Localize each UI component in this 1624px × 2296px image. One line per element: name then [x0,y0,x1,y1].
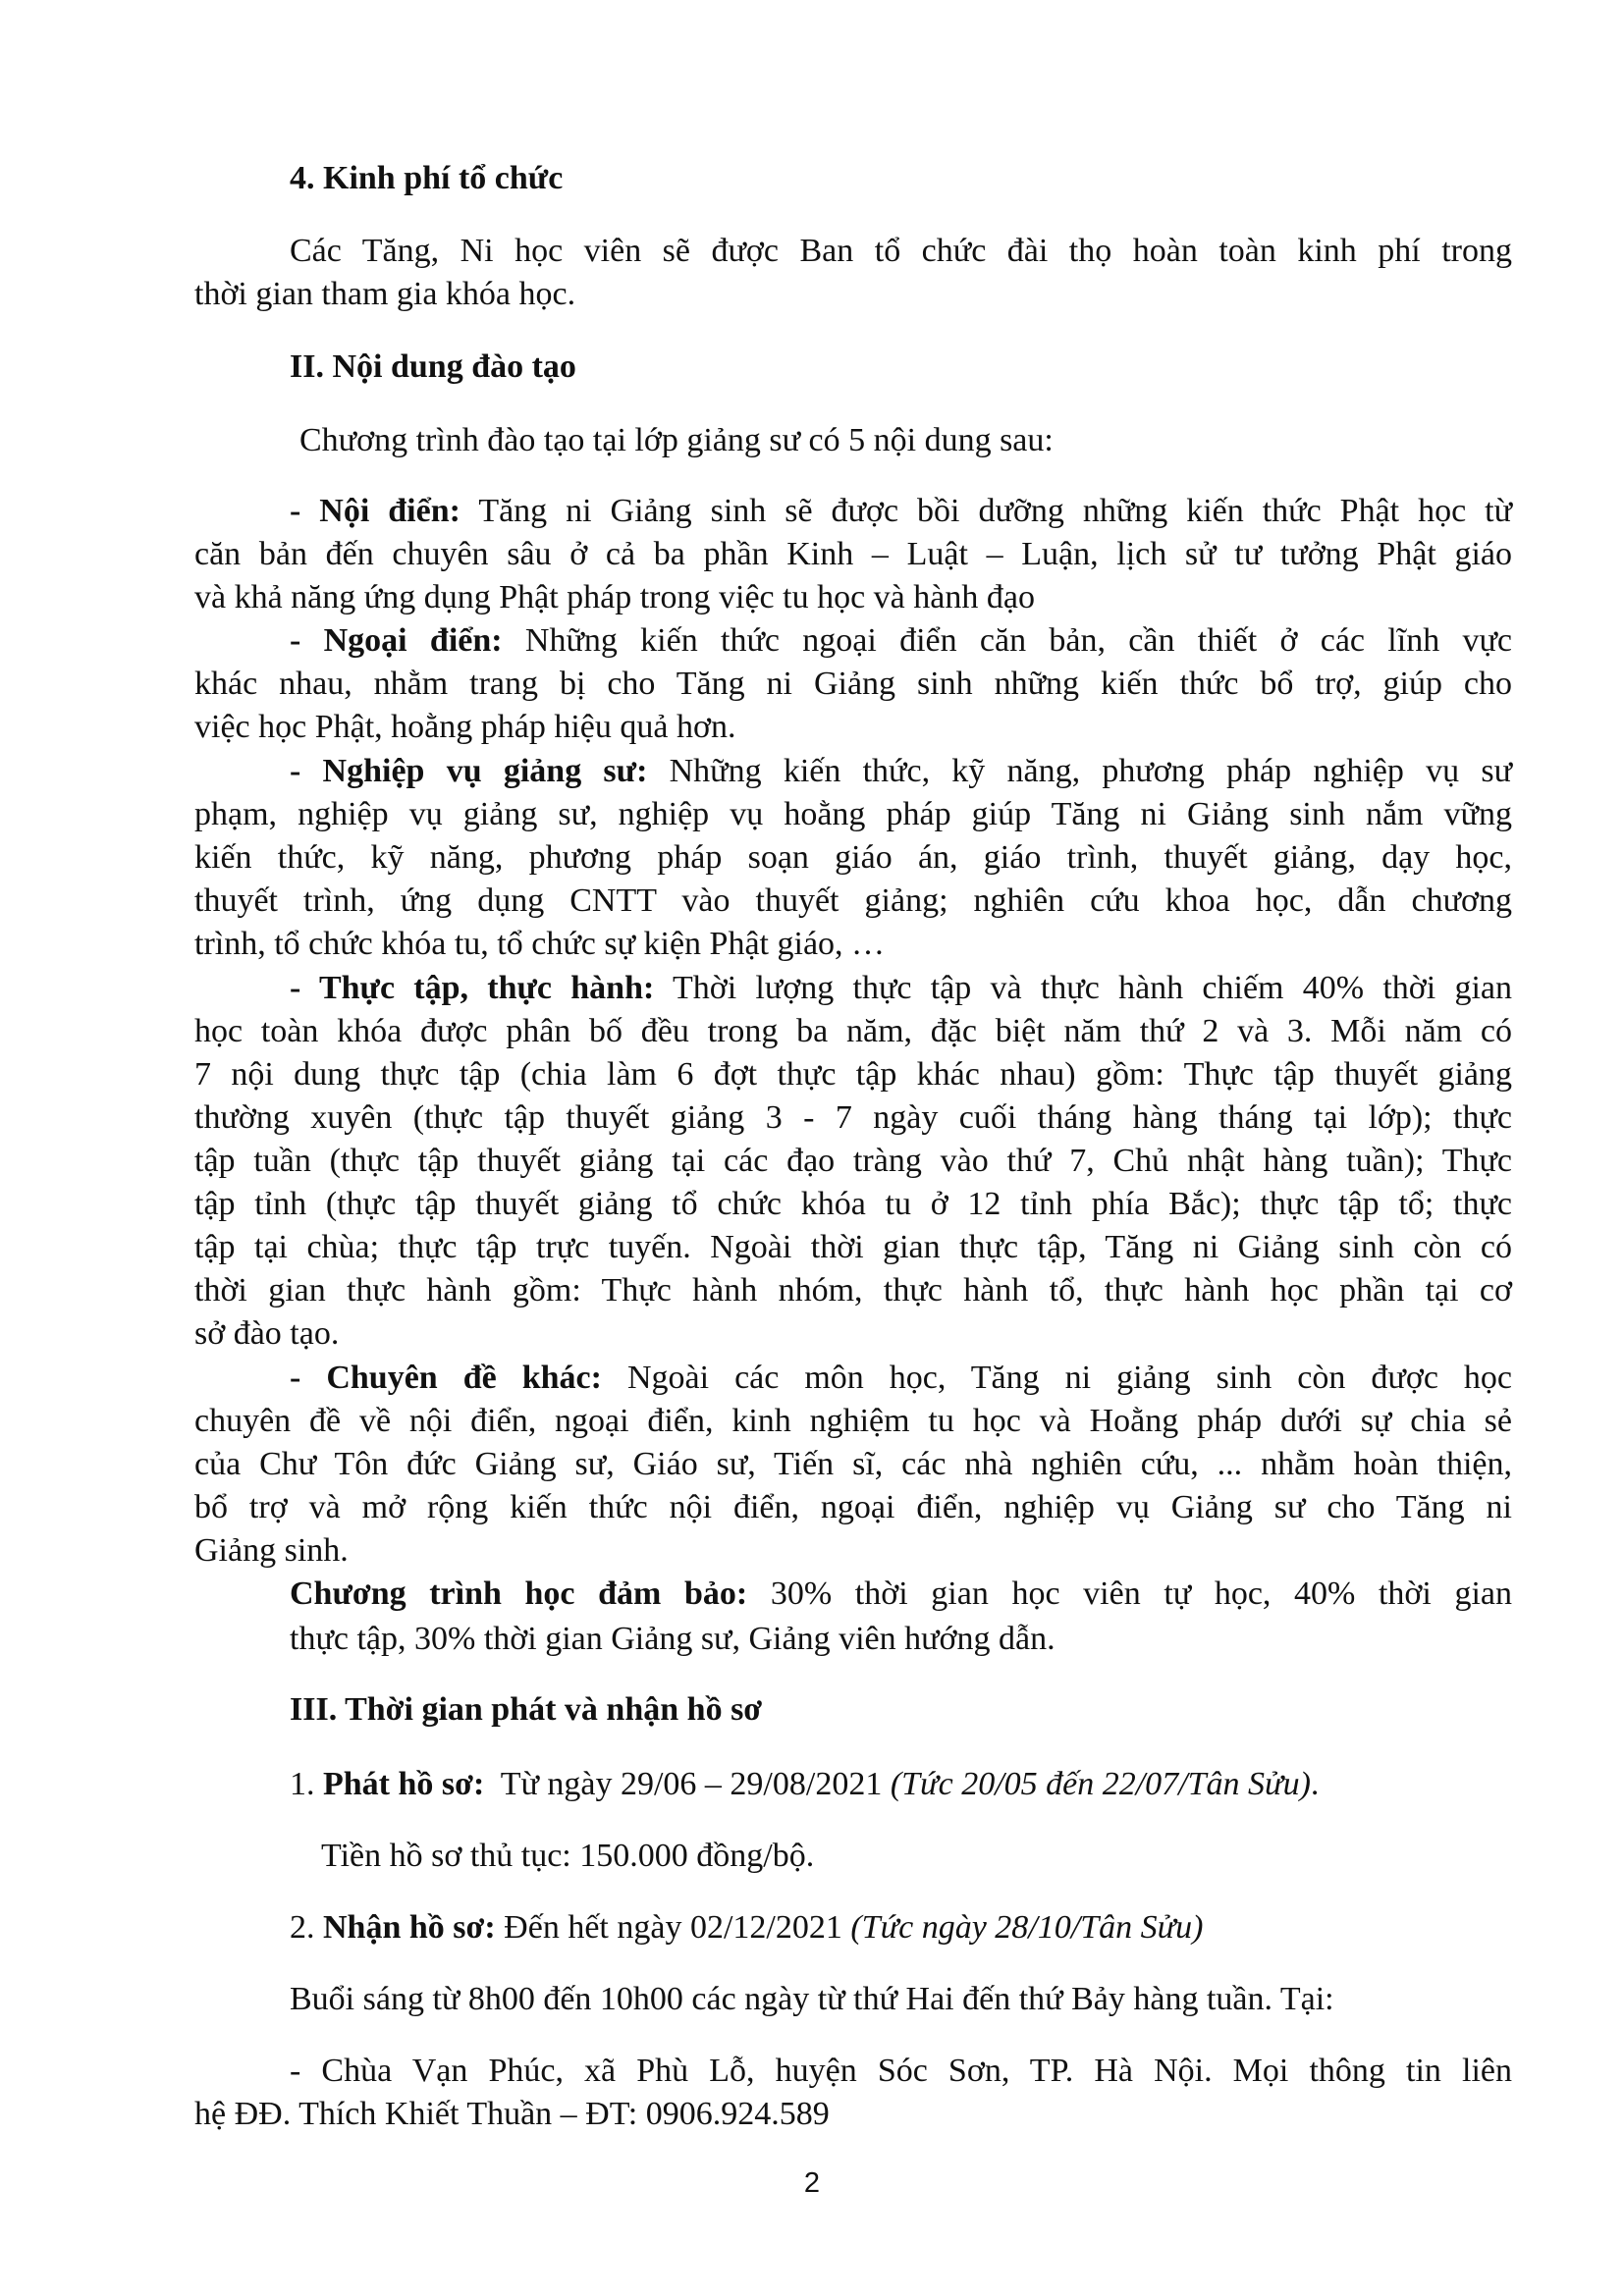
receive-lunar-date: (Tức ngày 28/10/Tân Sửu) [850,1909,1204,1946]
issue-end: . [1310,1766,1320,1802]
item-noi-dien-line: căn bản đến chuyên sâu ở cả ba phần Kinh – Luật – Luận, lịch sử tư tưởng Phật giáo [194,536,1512,572]
item-text: Những kiến thức, kỹ năng, phương pháp nghiệp vụ sư [669,753,1512,789]
item-label: - Nghiệp vụ giảng sư: [290,753,648,789]
receive-date: Đến hết ngày 02/12/2021 [504,1909,842,1946]
section-4-heading: 4. Kinh phí tổ chức [290,160,564,196]
guarantee-first-line [290,1573,1512,1616]
item-noi-dien-line: và khả năng ứng dụng Phật pháp trong việc tu học và hành đạo [194,579,1035,615]
item-text: Tăng ni Giảng sinh sẽ được bồi dưỡng những kiến thức Phật học từ [478,493,1513,529]
receive-number: 2. [290,1909,315,1946]
item-text: Thời lượng thực tập và thực hành chiếm 40% thời gian [672,970,1512,1006]
item-text: Ngoài các môn học, Tăng ni giảng sinh còn được học [626,1360,1512,1396]
guarantee-text: 30% thời gian học viên tự học, 40% thời gian [770,1575,1512,1612]
item-nghiep-vu-line: trình, tổ chức khóa tu, tổ chức sự kiện Phật giáo, … [194,926,886,962]
issue-label: Phát hồ sơ: [323,1766,485,1802]
receive-label: Nhận hồ sơ: [323,1909,496,1946]
item-text: Những kiến thức ngoại điển căn bản, cần thiết ở các lĩnh vực [524,622,1513,659]
item-thuc-tap-first-line [290,967,1512,1010]
item-chuyen-de-first-line [290,1357,1512,1400]
item-thuc-tap-line: học toàn khóa được phân bố đều trong ba năm, đặc biệt năm thứ 2 và 3. Mỗi năm có [194,1013,1512,1049]
item-chuyen-de-line: chuyên đề về nội điển, ngoại điển, kinh nghiệm tu học và Hoằng pháp dưới sự chia sẻ [194,1403,1512,1439]
hours-line: Buổi sáng từ 8h00 đến 10h00 các ngày từ thứ Hai đến thứ Bảy hàng tuần. Tại: [290,1981,1334,2017]
issue-dates: Từ ngày 29/06 – 29/08/2021 [500,1766,883,1802]
item-nghiep-vu-line: thuyết trình, ứng dụng CNTT vào thuyết giảng; nghiên cứu khoa học, dẫn chương [194,882,1512,919]
item-thuc-tap-line: thời gian thực hành gồm: Thực hành nhóm, thực hành tổ, thực hành học phần tại cơ [194,1272,1512,1308]
item-thuc-tap-line: sở đào tạo. [194,1315,340,1352]
guarantee-label: Chương trình học đảm bảo: [290,1575,748,1612]
item-nghiep-vu-line: kiến thức, kỹ năng, phương pháp soạn giáo án, giáo trình, thuyết giảng, dạy học, [194,839,1512,876]
page-number: 2 [803,2167,821,2199]
item-thuc-tap-line: tập tại chùa; thực tập trực tuyến. Ngoài thời gian thực tập, Tăng ni Giảng sinh còn có [194,1229,1512,1265]
item-thuc-tap-line: tập tỉnh (thực tập thuyết giảng tổ chức khóa tu ở 12 tỉnh phía Bắc); thực tập tổ; thực [194,1186,1512,1222]
item-nghiep-vu-first-line [290,750,1512,793]
item-label: - Thực tập, thực hành: [290,970,655,1006]
item-label: - Nội điển: [290,493,460,529]
item-ngoai-dien-line: việc học Phật, hoằng pháp hiệu quả hơn. [194,709,736,745]
item-chuyen-de-line: của Chư Tôn đức Giảng sư, Giáo sư, Tiến sĩ, các nhà nghiên cứu, ... nhằm hoàn thiện, [194,1446,1512,1482]
item-thuc-tap-line: 7 nội dung thực tập (chia làm 6 đợt thực tập khác nhau) gồm: Thực tập thuyết giảng [194,1056,1512,1093]
issue-number: 1. [290,1766,315,1802]
section-ii-intro: Chương trình đào tạo tại lớp giảng sư có 5 nội dung sau: [299,422,1054,458]
receive-line [290,1906,1203,1949]
guarantee-second-line: thực tập, 30% thời gian Giảng sư, Giảng viên hướng dẫn. [290,1621,1056,1657]
location-line: - Chùa Vạn Phúc, xã Phù Lỗ, huyện Sóc Sơn, TP. Hà Nội. Mọi thông tin liên [290,2053,1512,2089]
issue-lunar-dates: (Tức 20/05 đến 22/07/Tân Sửu) [890,1766,1311,1802]
item-label: - Ngoại điển: [290,622,503,659]
item-ngoai-dien-first-line [290,619,1512,663]
item-thuc-tap-line: tập tuần (thực tập thuyết giảng tại các đạo tràng vào thứ 7, Chủ nhật hàng tuần); Thực [194,1143,1512,1179]
contact-line: hệ ĐĐ. Thích Khiết Thuần – ĐT: 0906.924.589 [194,2096,830,2132]
section-iii-heading: III. Thời gian phát và nhận hồ sơ [290,1691,763,1728]
item-label: - Chuyên đề khác: [290,1360,602,1396]
item-noi-dien-first-line [290,490,1512,533]
item-chuyen-de-line: bổ trợ và mở rộng kiến thức nội điển, ngoại điển, nghiệp vụ Giảng sư cho Tăng ni [194,1489,1512,1525]
section-ii-heading: II. Nội dung đào tạo [290,348,576,385]
item-thuc-tap-line: thường xuyên (thực tập thuyết giảng 3 - 7 ngày cuối tháng hàng tháng tại lớp); thực [194,1099,1512,1136]
section-4-text-line: Các Tăng, Ni học viên sẽ được Ban tổ chức đài thọ hoàn toàn kinh phí trong [290,233,1512,269]
item-ngoai-dien-line: khác nhau, nhằm trang bị cho Tăng ni Giảng sinh những kiến thức bổ trợ, giúp cho [194,666,1512,702]
issue-line [290,1763,1319,1806]
section-4-text-line: thời gian tham gia khóa học. [194,276,576,312]
fee-line: Tiền hồ sơ thủ tục: 150.000 đồng/bộ. [321,1838,815,1874]
item-chuyen-de-line: Giảng sinh. [194,1532,349,1569]
item-nghiep-vu-line: phạm, nghiệp vụ giảng sư, nghiệp vụ hoằng pháp giúp Tăng ni Giảng sinh nắm vững [194,796,1512,832]
